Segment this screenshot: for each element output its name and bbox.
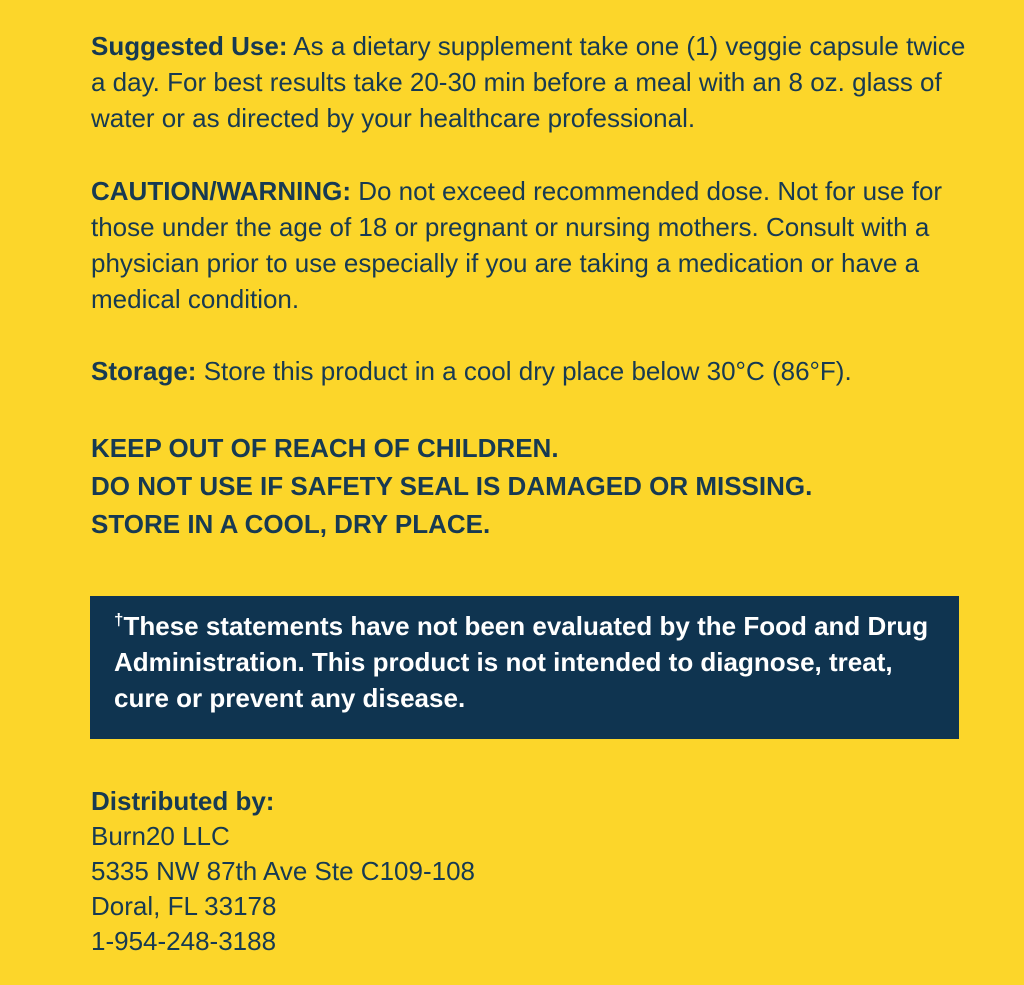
fda-disclaimer-statement: These statements have not been evaluated by the Food and Drug Administration. This product is not intended to diagnose, treat, cure or prevent any disease. <box>114 611 929 713</box>
spacer <box>91 317 971 353</box>
distributor-phone: 1-954-248-3188 <box>91 926 277 956</box>
distributor-address-line1: 5335 NW 87th Ave Ste C109-108 <box>91 856 475 886</box>
warning-safety-seal: DO NOT USE IF SAFETY SEAL IS DAMAGED OR MISSING. <box>91 470 813 501</box>
storage-paragraph <box>91 353 971 389</box>
distributor-block <box>91 784 475 959</box>
spacer <box>91 137 971 173</box>
warning-children: KEEP OUT OF REACH OF CHILDREN. <box>91 432 559 463</box>
suggested-use-label: Suggested Use: <box>91 31 288 61</box>
caution-paragraph <box>91 173 971 318</box>
fda-disclaimer-text <box>114 608 939 716</box>
caution-text: Do not exceed recommended dose. Not for use for those under the age of 18 or pregnant or nursing mothers. Consult with a physician prior to use especially if you are taking a medication or have a medical condition. <box>91 175 943 315</box>
distributor-company: Burn20 LLC <box>91 821 230 851</box>
warning-storage: STORE IN A COOL, DRY PLACE. <box>91 508 491 539</box>
caution-label: CAUTION/WARNING: <box>91 175 351 206</box>
spacer <box>91 390 971 429</box>
fda-disclaimer-box <box>90 596 959 739</box>
storage-label: Storage: <box>91 356 197 387</box>
label-panel <box>91 28 971 543</box>
suggested-use-text: As a dietary supplement take one (1) veggie capsule twice a day. For best results take 20-30 min before a meal with an 8 oz. glass of water or as directed by your healthcare professional. <box>91 31 966 134</box>
distributor-address-line2: Doral, FL 33178 <box>91 891 277 921</box>
dagger-symbol: † <box>114 610 124 629</box>
suggested-use-paragraph <box>91 28 971 137</box>
storage-text: Store this product in a cool dry place below 30°C (86°F). <box>196 356 852 387</box>
distributor-heading: Distributed by: <box>91 786 275 816</box>
